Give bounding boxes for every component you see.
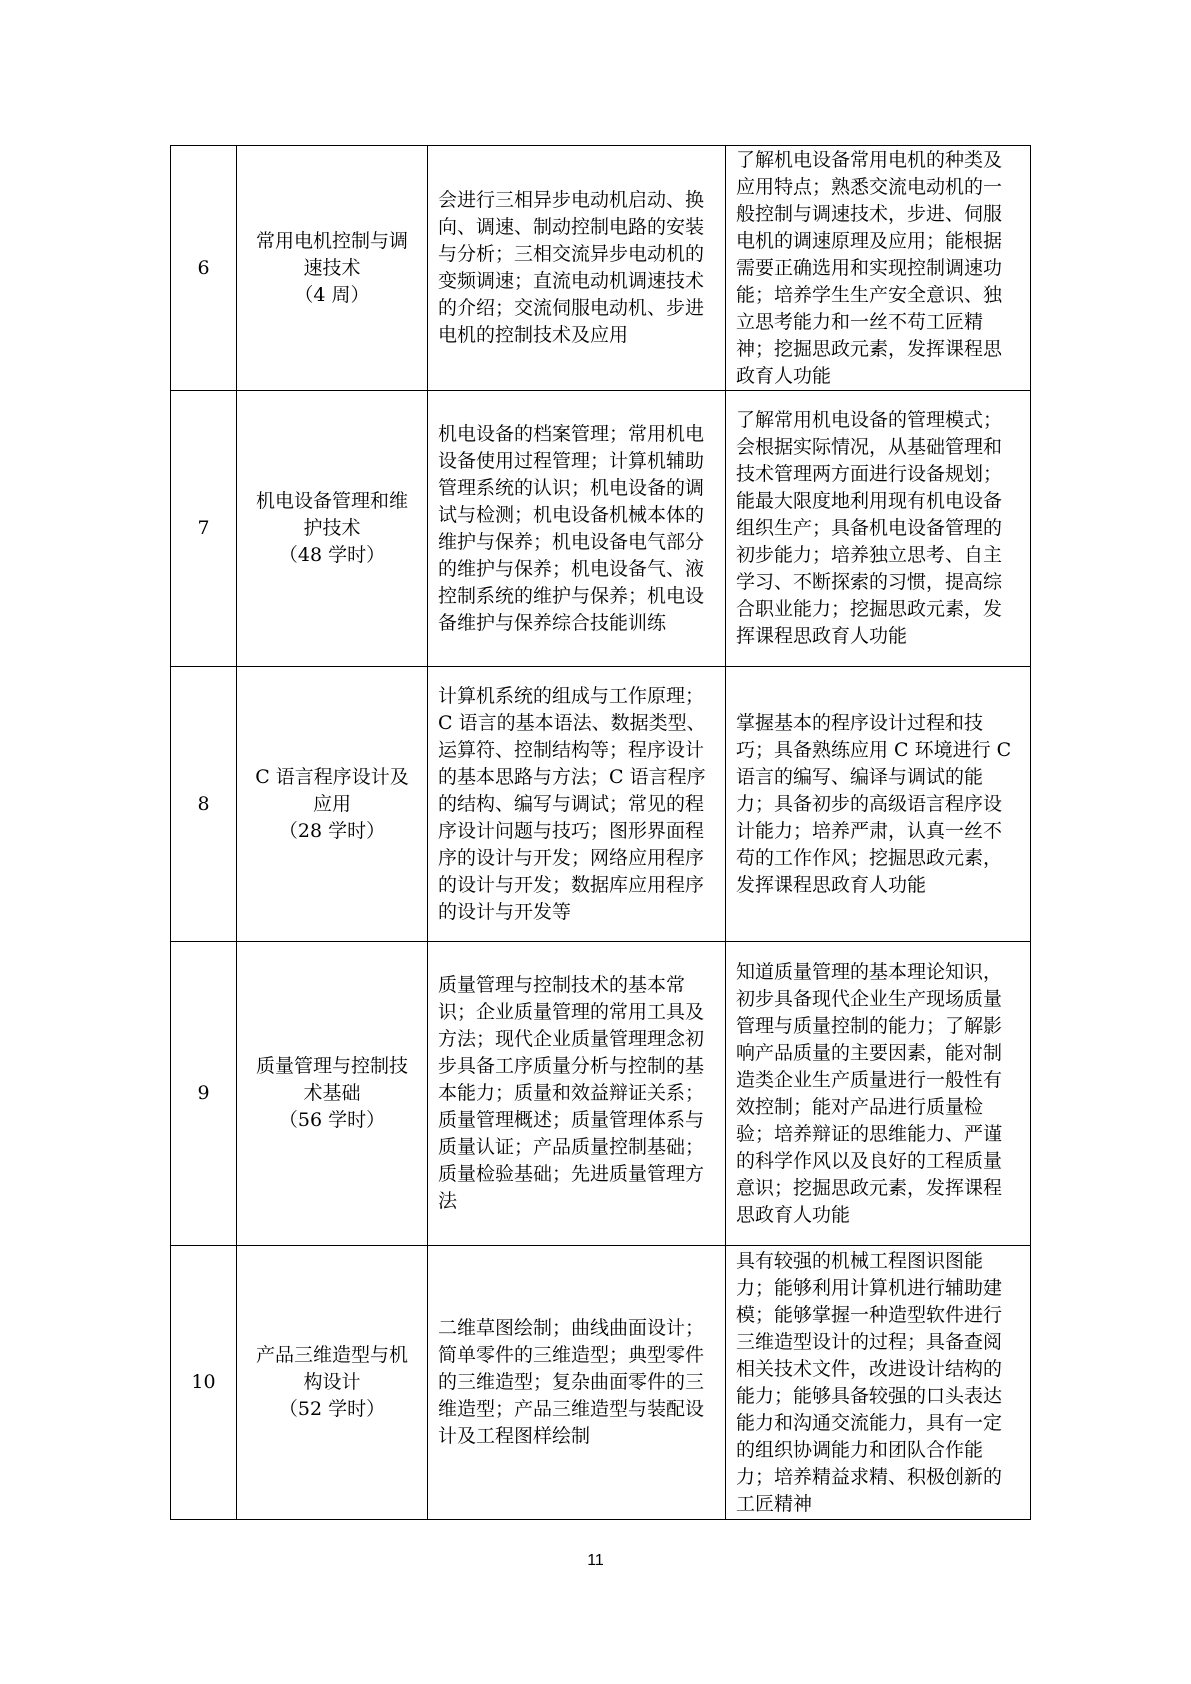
course-hours: （52 学时） [278, 1398, 386, 1420]
course-number: 8 [171, 667, 237, 942]
course-goal: 了解机电设备常用电机的种类及应用特点；熟悉交流电动机的一般控制与调速技术，步进、伺服电机的调速原理及应用；能根据需要正确选用和实现控制调速功能；培养学生生产安全意识、独立思考能力和一丝不苟工匠精神；挖掘思政元素，发挥课程思政育人功能 [726, 146, 1031, 391]
table-row [171, 146, 1031, 391]
table-row [171, 391, 1031, 667]
course-number: 6 [171, 146, 237, 391]
table-row [171, 942, 1031, 1246]
course-goal: 掌握基本的程序设计过程和技巧；具备熟练应用 C 环境进行 C 语言的编写、编译与调试的能力；具备初步的高级语言程序设计能力；培养严肃，认真一丝不苟的工作作风；挖掘思政元素，发挥课程思政育人功能 [726, 667, 1031, 942]
course-name-cell [237, 1246, 428, 1520]
course-name: 常用电机控制与调速技术 [255, 229, 408, 279]
course-content: 质量管理与控制技术的基本常识；企业质量管理的常用工具及方法；现代企业质量管理理念初步具备工序质量分析与控制的基本能力；质量和效益辩证关系；质量管理概述；质量管理体系与质量认证；产品质量控制基础；质量检验基础；先进质量管理方法 [428, 942, 726, 1246]
course-hours: （4 周） [294, 283, 370, 306]
course-name: C 语言程序设计及应用 [255, 765, 409, 815]
course-goal: 具有较强的机械工程图识图能力；能够利用计算机进行辅助建模；能够掌握一种造型软件进行三维造型设计的过程；具备查阅相关技术文件，改进设计结构的能力；能够具备较强的口头表达能力和沟通交流能力，具有一定的组织协调能力和团队合作能力；培养精益求精、积极创新的工匠精神 [726, 1246, 1031, 1520]
course-number: 10 [171, 1246, 237, 1520]
course-content: 计算机系统的组成与工作原理；C 语言的基本语法、数据类型、运算符、控制结构等；程序设计的基本思路与方法；C 语言程序的结构、编写与调试；常见的程序设计问题与技巧；图形界面程序的设计与开发；网络应用程序的设计与开发；数据库应用程序的设计与开发等 [428, 667, 726, 942]
course-name: 机电设备管理和维护技术 [255, 490, 408, 539]
course-name-cell [237, 146, 428, 391]
course-goal: 知道质量管理的基本理论知识，初步具备现代企业生产现场质量管理与质量控制的能力；了解影响产品质量的主要因素，能对制造类企业生产质量进行一般性有效控制；能对产品进行质量检验；培养辩证的思维能力、严谨的科学作风以及良好的工程质量意识；挖掘思政元素，发挥课程思政育人功能 [726, 942, 1031, 1246]
course-hours: （28 学时） [278, 819, 386, 842]
course-number: 9 [171, 942, 237, 1246]
course-content: 机电设备的档案管理；常用机电设备使用过程管理；计算机辅助管理系统的认识；机电设备的调试与检测；机电设备机械本体的维护与保养；机电设备电气部分的维护与保养；机电设备气、液控制系统的维护与保养；机电设备维护与保养综合技能训练 [428, 391, 726, 667]
course-table [170, 145, 1031, 1520]
course-content: 二维草图绘制；曲线曲面设计；简单零件的三维造型；典型零件的三维造型；复杂曲面零件的三维造型；产品三维造型与装配设计及工程图样绘制 [428, 1246, 726, 1520]
course-name: 产品三维造型与机构设计 [255, 1344, 408, 1393]
table-row [171, 1246, 1031, 1520]
course-name-cell [237, 942, 428, 1246]
page-number: 11 [587, 1552, 604, 1569]
course-goal: 了解常用机电设备的管理模式；会根据实际情况，从基础管理和技术管理两方面进行设备规划；能最大限度地利用现有机电设备组织生产；具备机电设备管理的初步能力；培养独立思考、自主学习、不断探索的习惯，提高综合职业能力；挖掘思政元素，发挥课程思政育人功能 [726, 391, 1031, 667]
course-name-cell [237, 667, 428, 942]
course-name-cell [237, 391, 428, 667]
course-hours: （56 学时） [278, 1109, 386, 1131]
course-content: 会进行三相异步电动机启动、换向、调速、制动控制电路的安装与分析；三相交流异步电动机的变频调速；直流电动机调速技术的介绍；交流伺服电动机、步进电机的控制技术及应用 [428, 146, 726, 391]
course-number: 7 [171, 391, 237, 667]
table-row [171, 667, 1031, 942]
course-name: 质量管理与控制技术基础 [255, 1055, 408, 1104]
course-hours: （48 学时） [278, 544, 386, 566]
